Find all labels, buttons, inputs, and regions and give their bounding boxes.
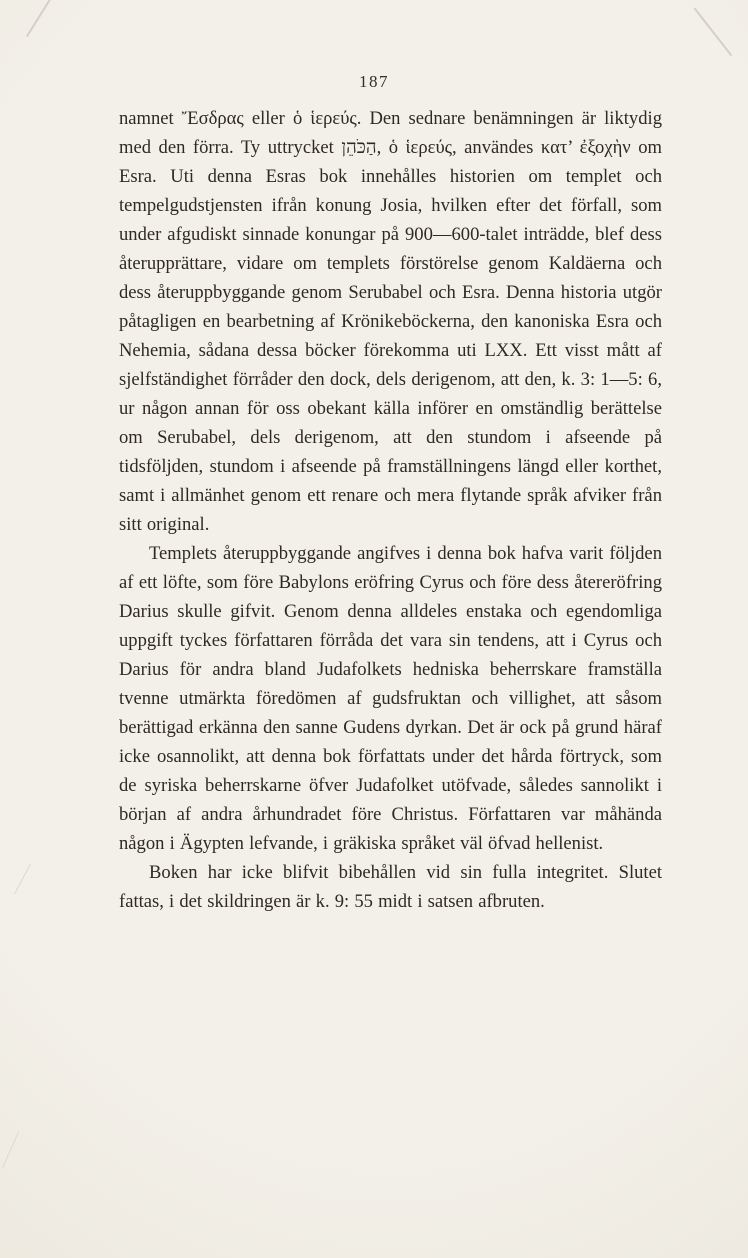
paragraph-3: Boken har icke blifvit bibehållen vid sin fulla integritet. Slutet fattas, i det skildringen är k. 9: 55 midt i satsen afbruten. bbox=[119, 862, 662, 912]
paragraph-1: namnet Ἔσδρας eller ὁ ἱερεύς. Den sednare benämningen är liktydig med den förra. Ty uttrycket הַכֹּהֵן, ὁ ἱερεύς, användes κατ’ ἐξοχὴν om Esra. Uti denna Esras bok innehålles historien om templet och tempelgudstjensten ifrån konung Josia, hvilken efter det förfall, som under afgudiskt sinnade konungar på 900—600-talet inträdde, blef dess återupprättare, vidare om templets förstörelse genom Kaldäerna och dess återuppbyggande genom Serubabel och Esra. Denna historia utgör påtagligen en bearbetning af Krönikeböckerna, den kanoniska Esra och Nehemia, sådana dessa böcker förekomma uti LXX. Ett visst mått af sjelfständighet förråder den dock, dels derigenom, att den, k. 3: 1—5: 6, ur någon annan för oss obekant källa införer en omständlig berättelse om Serubabel, dels derigenom, att den stundom i afseende på tidsföljden, stundom i afseende på framställningens längd eller korthet, samt i allmänhet genom ett renare och mera flytande språk afviker från sitt original. bbox=[119, 108, 662, 535]
scan-artifact bbox=[2, 1131, 19, 1168]
page-number: 187 bbox=[359, 72, 389, 91]
paragraph-2: Templets återuppbyggande angifves i denna bok hafva varit följden af ett löfte, som före Babylons eröfring Cyrus och före dess återeröfring Darius skulle gifvit. Genom denna alldeles enstaka och egendomliga uppgift tyckes författaren förråda det vara sin tendens, att i Cyrus och Darius för andra bland Judafolkets hedniska beherrskare framställa tvenne utmärkta föredömen af gudsfruktan och villighet, att såsom berättigad erkänna den sanne Gudens dyrkan. Det är ock på grund häraf icke osannolikt, att denna bok författats under det hårda förtryck, som de syriska beherrskarne öfver Judafolket utöfvade, således sannolikt i början af andra århundradet före Christus. Författaren var måhända någon i Ägypten lefvande, i gräkiska språket väl öfvad hellenist. bbox=[119, 543, 662, 854]
body-text bbox=[119, 104, 662, 916]
scan-artifact bbox=[26, 0, 52, 37]
scan-artifact bbox=[14, 864, 31, 895]
scan-artifact bbox=[694, 8, 732, 56]
